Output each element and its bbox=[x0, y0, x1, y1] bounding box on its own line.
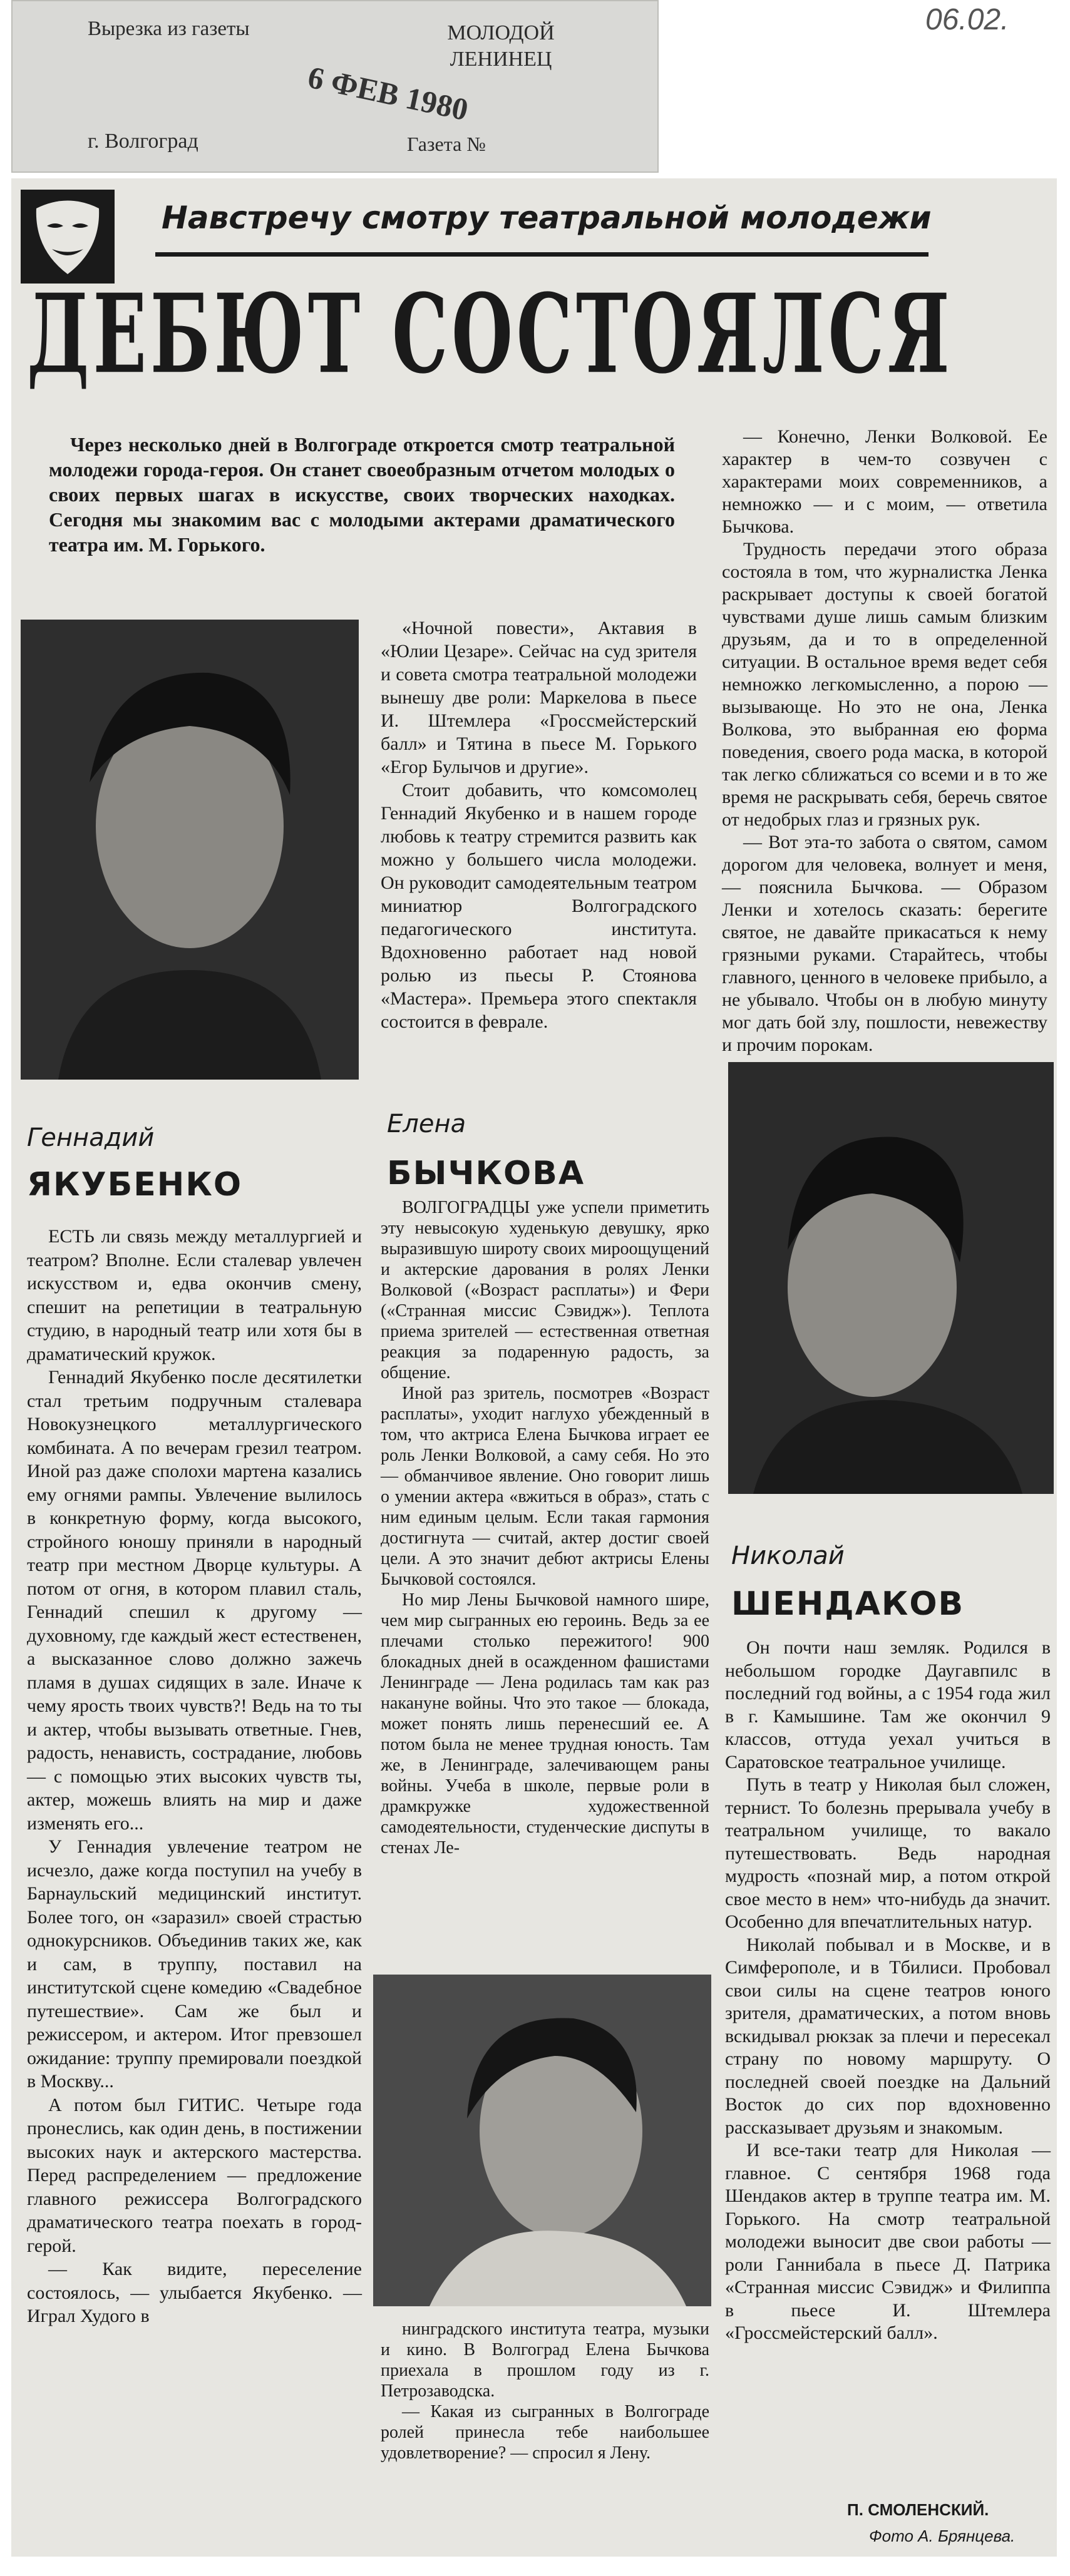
actor-1-last-name: ЯКУБЕНКО bbox=[27, 1166, 243, 1204]
column-mid-bottom bbox=[381, 2319, 709, 2463]
author-signature: П. СМОЛЕНСКИЙ. bbox=[847, 2500, 989, 2519]
clipping-label bbox=[11, 0, 659, 173]
paragraph: И все-таки театр для Николая — главное. С сентября 1968 года Шендаков актер в труппе театра им. М. Горького. На смотр театральной молодежи выносит две свои работы — роли Ганнибала в пьесе Д. Патрика «Странная миссис Сэвидж» и Филиппа в пьесе И. Штемлера «Гроссмейстерский балл». bbox=[725, 2140, 1051, 2343]
section-title: Навстречу смотру театральной молодежи bbox=[162, 200, 932, 236]
newspaper-name: МОЛОДОЙ ЛЕНИНЕЦ bbox=[447, 21, 555, 71]
column-right bbox=[725, 1637, 1051, 2345]
theatre-mask-logo bbox=[21, 190, 115, 284]
clipping-left-caption: Вырезка из газеты bbox=[88, 18, 250, 40]
paragraph: У Геннадия увлечение театром не исчезло, даже когда поступил на учебу в Барнаульский медицинский институт. Более того, он «заразил» своей страстью однокурсников. Объединив таких же, как и сам, в труппу, поставил на институтской сцене комедию «Свадебное путешествие». Сам же был и режиссером, и актером. Итог превзошел ожидание: труппу премировали поездкой в Москву... bbox=[27, 1836, 362, 2092]
theatre-mask-icon bbox=[21, 190, 115, 284]
paragraph: А потом был ГИТИС. Четыре года пронеслись, как один день, в постижении высоких наук и актерского мастерства. Перед распределением — предложение главного режиссера Волгоградского драматического театра поехать в город-герой. bbox=[27, 2094, 362, 2256]
portrait-image bbox=[373, 1975, 711, 2306]
photo-bychkova bbox=[373, 1975, 711, 2306]
paragraph: Иной раз зритель, посмотрев «Возраст расплаты», уходит наглухо убежденный в том, что актриса Елена Бычкова играет ее роль Ленки Волковой, а саму себя. Но это — обманчивое явление. Оно говорит лишь о умении актера «вжиться в образ», стать с ним единым целым. Если такая гармония достигнута — считай, актер достиг своей цели. А это значит дебют актрисы Елены Бычковой состоялся. bbox=[381, 1384, 709, 1589]
paragraph: Стоит добавить, что комсомолец Геннадий Якубенко и в нашем городе любовь к театру стремится развить как можно у большего числа молодежи. Он руководит самодеятельным театром миниатюр Волгоградского педагогического института. Вдохновенно работает над новой ролью из пьесы Р. Стоянова «Мастера». Премьера этого спектакля состоится в феврале. bbox=[381, 780, 697, 1032]
paragraph: Путь в театр у Николая был сложен, тернист. То болезнь прерывала учебу в театральном училище, то вакало путешествовать. Ведь народная мудрость «познай мир, а потом открой свое место в нем» что-нибудь да значит. Особенно для впечатлительных натур. bbox=[725, 1774, 1051, 1932]
paragraph: ЕСТЬ ли связь между металлургией и театром? Вполне. Если сталевар увлечен искусством и, едва окончив смену, спешит на репетиции в театральную студию, в народный театр или хотя бы в драматический кружок. bbox=[27, 1226, 362, 1364]
paragraph: — Какая из сыгранных в Волгограде ролей принесла тебе наибольшее удовлетворение? — спросил я Лену. bbox=[381, 2402, 709, 2463]
photo-yakubenko bbox=[21, 620, 359, 1080]
paragraph: «Ночной повести», Актавия в «Юлии Цезаре». Сейчас на суд зрителя и совета смотра театральной молодежи вынешу две роли: Маркелова в пьесе И. Штемлера «Гроссмейстерский балл» и Тятина в пьесе М. Горького «Егор Булычов и другие». bbox=[381, 618, 697, 777]
column-mid bbox=[381, 1197, 709, 1858]
paragraph: Николай побывал и в Москве, и в Симферополе, и в Тбилиси. Пробовал свои силы на сцене театров юного зрителя, драматических, а потом вновь вскидывал рюкзак за плечи и пересекал страну по новому маршруту. О последней своей поездке на Дальний Восток до сих пор вдохновенно рассказывает друзьям и знакомым. bbox=[725, 1934, 1051, 2138]
portrait-image bbox=[728, 1062, 1054, 1494]
photo-credit: Фото А. Брянцева. bbox=[869, 2527, 1016, 2545]
paragraph: Но мир Лены Бычковой намного шире, чем мир сыгранных ею героинь. Ведь за ее плечами столько пережитого! 900 блокадных дней в осажденном фашистами Ленинграде — Лена родилась там как раз накануне войны. Что это такое — блокада, может понять лишь перенесший ее. А потом была не менее трудная юность. Там же, в Ленинграде, залечивающем раны войны. Учеба в школе, первые роли в драмкружке художественной самодеятельности, студенческие диспуты в стенах Ле- bbox=[381, 1590, 709, 1858]
column-right-top bbox=[722, 426, 1047, 1056]
paragraph: Трудность передачи этого образа состояла в том, что журналистка Ленка раскрывает доступы к своей богатой чувствами душе лишь самым близким друзьям, да и то в определенной ситуации. В остальное время ведет себя немножко легкомысленно, а порою — вызывающе. Но это не она, Ленка Волкова, это выбранная ею форма поведения, своего рода маска, в которой так легко сближаться со всеми и в то же время не раскрывать себя, беречь святое от недобрых глаз и грязных рук. bbox=[722, 539, 1047, 830]
stamp-date: 6 ФЕВ 1980 bbox=[305, 59, 471, 128]
paragraph: Он почти наш земляк. Родился в небольшом городке Даугавпилс в последний год войны, а с 1954 года жил в г. Камышине. Там же окончил 9 классов, оттуда уехал учиться в Саратовское театральное училище. bbox=[725, 1637, 1051, 1772]
section-rule bbox=[155, 252, 929, 257]
actor-1-first-name: Геннадий bbox=[27, 1123, 155, 1152]
gazeta-caption: Газета № bbox=[407, 133, 486, 155]
paragraph: — Как видите, переселение состоялось, — улыбается Якубенко. — Играл Худого в bbox=[27, 2259, 362, 2326]
headline: ДЕБЮТ СОСТОЯЛСЯ bbox=[27, 271, 954, 399]
actor-3-last-name: ШЕНДАКОВ bbox=[731, 1585, 965, 1623]
paragraph: ВОЛГОГРАДЦЫ уже успели приметить эту невысокую худенькую девушку, ярко выразившую широту своих мироощущений и актерские дарования в ролях Ленки Волковой («Возраст расплаты») и Фери («Странная миссис Сэвидж»). Теплота приема зрителей — естественная ответная реакция за подаренную радость, за общение. bbox=[381, 1198, 709, 1383]
photo-shendakov bbox=[728, 1062, 1054, 1494]
paragraph: Геннадий Якубенко после десятилетки стал третьим подручным сталевара Новокузнецкого металлургического комбината. А по вечерам грезил театром. Иной раз даже сполохи мартена казались ему огнями рампы. Увлечение вылилось в конкретную форму, когда высокого, стройного юношу приняли в народный театр при местном Дворце культуры. А потом от огня, в котором плавил сталь, Геннадий спешил к другому — духовному, где каждый жест естественен, а высказанное слово должно зажечь пламя в душах сидящих в зале. Иначе к чему ярость твоих чувств?! Ведь на то ты и актер, чтобы вызывать ответные. Гнев, радость, ненависть, сострадание, любовь — с помощью этих высоких чувств ты, актер, можешь влиять на мир и даже изменять его... bbox=[27, 1367, 362, 1834]
actor-3-first-name: Николай bbox=[731, 1541, 845, 1570]
actor-2-first-name: Елена bbox=[387, 1110, 466, 1138]
handwritten-date: 06.02. bbox=[925, 3, 1009, 36]
actor-2-last-name: БЫЧКОВА bbox=[387, 1155, 585, 1192]
paragraph: — Конечно, Ленки Волковой. Ее характер в чем-то созвучен с характерами моих современников, а немножко — и с моим, — ответила Бычкова. bbox=[722, 426, 1047, 537]
paragraph: — Вот эта-то забота о святом, самом дорогом для человека, волнует и меня, — пояснила Бычкова. — Образом Ленки и хотелось сказать: берегите святое, не давайте прикасаться к нему грязными руками. Старайтесь, чтобы главного, ценного в человеке прибыло, а не убывало. Чтобы он в любую минуту мог дать бой злу, пошлости, невежеству и прочим порокам. bbox=[722, 832, 1047, 1055]
lede bbox=[49, 432, 675, 557]
portrait-image bbox=[21, 620, 359, 1080]
column-mid-top bbox=[381, 616, 697, 1033]
clipping-city: г. Волгоград bbox=[88, 130, 198, 153]
lede-text: Через несколько дней в Волгограде откроется смотр театральной молодежи города-героя. Он станет своеобразным отчетом молодых о своих первых шагах в искусстве, своих творческих находках. Сегодня мы знакомим вас с молодыми актерами драматического театра им. М. Горького. bbox=[49, 433, 675, 556]
newspaper-clipping bbox=[11, 178, 1057, 2557]
column-left bbox=[27, 1225, 362, 2328]
paragraph: нинградского института театра, музыки и кино. В Волгоград Елена Бычкова приехала в прошлом году из г. Петрозаводска. bbox=[381, 2319, 709, 2401]
